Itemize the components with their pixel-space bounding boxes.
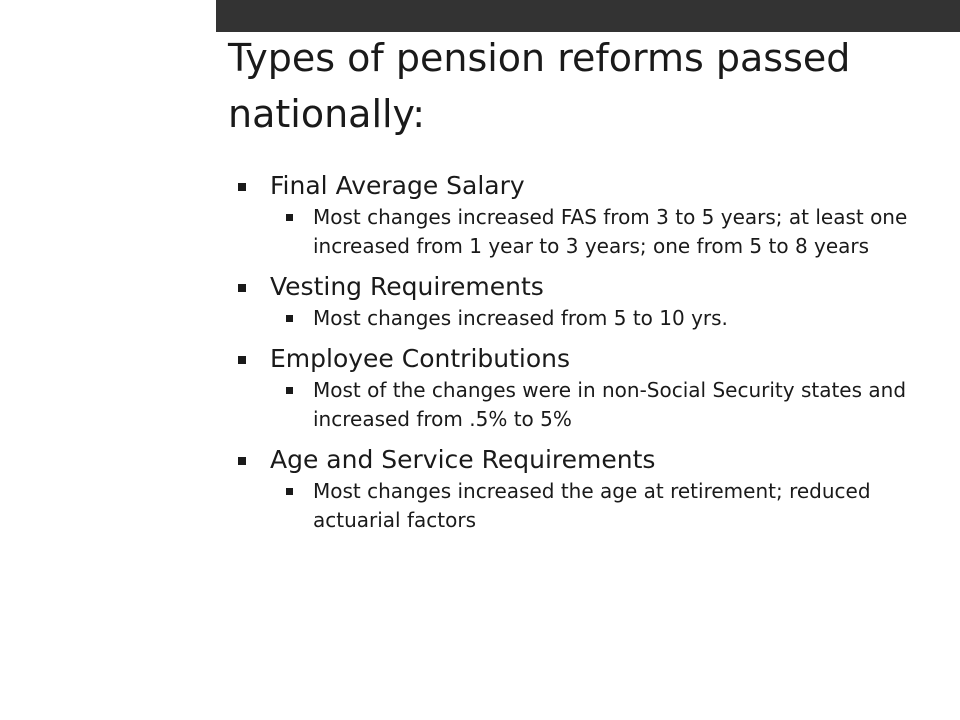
square-bullet-icon — [286, 315, 293, 322]
sub-bullet-item — [313, 376, 952, 434]
sub-bullet-text: Most of the changes were in non-Social Security states and increased from .5% to 5% — [313, 378, 907, 431]
sub-bullet-text: Most changes increased the age at retirement; reduced actuarial factors — [313, 479, 871, 532]
section-final-average-salary — [236, 170, 952, 261]
sub-bullet-item — [313, 203, 952, 261]
bullet-heading: Vesting Requirements — [270, 272, 544, 301]
square-bullet-icon — [238, 356, 246, 364]
section-vesting-requirements — [236, 271, 952, 333]
sub-bullet-item — [313, 477, 952, 535]
square-bullet-icon — [238, 284, 246, 292]
bullet-item — [236, 271, 952, 303]
bullet-item — [236, 170, 952, 202]
section-age-and-service — [236, 444, 952, 535]
header-bar — [216, 0, 960, 32]
bullet-item — [236, 444, 952, 476]
square-bullet-icon — [238, 457, 246, 465]
square-bullet-icon — [286, 387, 293, 394]
bullet-list — [236, 170, 952, 545]
slide-title: Types of pension reforms passed nationally: — [228, 36, 851, 136]
sub-bullet-item — [313, 304, 952, 333]
bullet-item — [236, 343, 952, 375]
sub-bullet-text: Most changes increased FAS from 3 to 5 years; at least one increased from 1 year to 3 years; one from 5 to 8 years — [313, 205, 908, 258]
bullet-heading: Age and Service Requirements — [270, 445, 656, 474]
section-employee-contributions — [236, 343, 952, 434]
bullet-heading: Final Average Salary — [270, 171, 525, 200]
square-bullet-icon — [238, 183, 246, 191]
square-bullet-icon — [286, 488, 293, 495]
bullet-heading: Employee Contributions — [270, 344, 571, 373]
square-bullet-icon — [286, 214, 293, 221]
sub-bullet-text: Most changes increased from 5 to 10 yrs. — [313, 306, 728, 330]
